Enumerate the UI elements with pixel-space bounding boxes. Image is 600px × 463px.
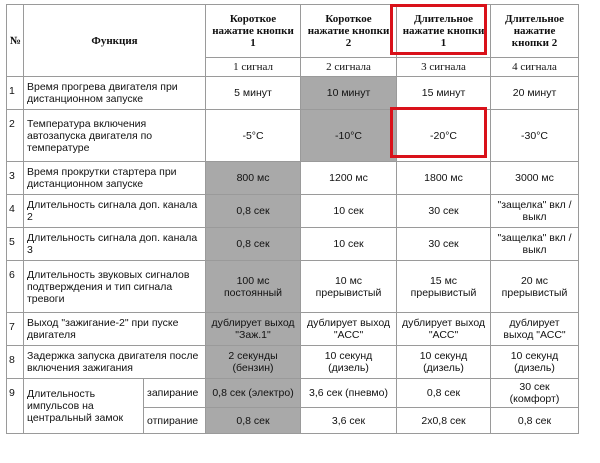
row-label: Задержка запуска двигателя после включения зажигания	[24, 346, 206, 379]
cell-value: -5°C	[206, 110, 301, 162]
cell-value: 1800 мс	[397, 162, 491, 195]
row-number: 1	[7, 77, 24, 110]
row-number: 8	[7, 346, 24, 379]
cell-value: 0,8 сек	[397, 379, 491, 408]
signal-count-2: 2 сигнала	[301, 58, 397, 77]
cell-value: 10 секунд (дизель)	[491, 346, 579, 379]
signal-count-3: 3 сигнала	[397, 58, 491, 77]
cell-value: дублирует выход "АСС"	[397, 313, 491, 346]
cell-value: 10 секунд (дизель)	[301, 346, 397, 379]
cell-value: 1200 мс	[301, 162, 397, 195]
table-row	[7, 228, 579, 261]
row-number: 4	[7, 195, 24, 228]
row-label: Время прокрутки стартера при дистанционном запуске	[24, 162, 206, 195]
cell-value-default: 0,8 сек (электро)	[206, 379, 301, 408]
table-row	[7, 77, 579, 110]
row-label: Длительность сигнала доп. канала 3	[24, 228, 206, 261]
header-long-press-2: Длительное нажатие кнопки 2	[491, 5, 579, 58]
cell-value-default: 100 мс постоянный	[206, 261, 301, 313]
table-row	[7, 162, 579, 195]
row-number: 3	[7, 162, 24, 195]
cell-value-default: 0,8 сек	[206, 408, 301, 434]
sub-row-label-lock: запирание	[144, 379, 206, 408]
row-label: Время прогрева двигателя при дистанционном запуске	[24, 77, 206, 110]
cell-value: 5 минут	[206, 77, 301, 110]
cell-value: 10 мс прерывистый	[301, 261, 397, 313]
cell-value: 30 сек	[397, 195, 491, 228]
cell-value: 15 мс прерывистый	[397, 261, 491, 313]
cell-value: дублирует выход "АСС"	[491, 313, 579, 346]
cell-value: 3,6 сек	[301, 408, 397, 434]
cell-value: 3,6 сек (пневмо)	[301, 379, 397, 408]
row-number: 7	[7, 313, 24, 346]
signal-count-4: 4 сигнала	[491, 58, 579, 77]
header-long-press-1: Длительное нажатие кнопки 1	[397, 5, 491, 58]
row-number: 2	[7, 110, 24, 162]
cell-value: 10 сек	[301, 228, 397, 261]
row-label: Длительность сигнала доп. канала 2	[24, 195, 206, 228]
row-label: Температура включения автозапуска двигателя по температуре	[24, 110, 206, 162]
cell-value-default: дублирует выход "Заж.1"	[206, 313, 301, 346]
cell-value: -30°C	[491, 110, 579, 162]
header-num: №	[7, 5, 24, 77]
cell-value: 30 сек	[397, 228, 491, 261]
row-label: Длительность звуковых сигналов подтверждения и тип сигнала тревоги	[24, 261, 206, 313]
table-row	[7, 110, 579, 162]
cell-value-default: 0,8 сек	[206, 195, 301, 228]
cell-value-default: 2 секунды (бензин)	[206, 346, 301, 379]
header-short-press-2: Короткое нажатие кнопки 2	[301, 5, 397, 58]
cell-value: 20 мс прерывистый	[491, 261, 579, 313]
cell-value-default: -10°C	[301, 110, 397, 162]
cell-value-default: 800 мс	[206, 162, 301, 195]
header-short-press-1: Короткое нажатие кнопки 1	[206, 5, 301, 58]
cell-value-default: 10 минут	[301, 77, 397, 110]
row-number: 6	[7, 261, 24, 313]
sub-row-label-unlock: отпирание	[144, 408, 206, 434]
cell-value: 3000 мс	[491, 162, 579, 195]
cell-value: 10 сек	[301, 195, 397, 228]
table-row	[7, 379, 579, 408]
row-number: 5	[7, 228, 24, 261]
table-row	[7, 195, 579, 228]
cell-value-highlighted: -20°C	[397, 110, 491, 162]
row-label: Выход "зажигание-2" при пуске двигателя	[24, 313, 206, 346]
cell-value-default: 0,8 сек	[206, 228, 301, 261]
cell-value: "защелка" вкл / выкл	[491, 228, 579, 261]
table-row	[7, 313, 579, 346]
cell-value: 0,8 сек	[491, 408, 579, 434]
cell-value: "защелка" вкл / выкл	[491, 195, 579, 228]
cell-value: 20 минут	[491, 77, 579, 110]
table-row	[7, 261, 579, 313]
header-function: Функция	[24, 5, 206, 77]
row-label: Длительность импульсов на центральный замок	[24, 379, 144, 434]
cell-value: дублирует выход "АСС"	[301, 313, 397, 346]
cell-value: 30 сек (комфорт)	[491, 379, 579, 408]
settings-table	[6, 4, 579, 434]
cell-value: 15 минут	[397, 77, 491, 110]
cell-value: 2х0,8 сек	[397, 408, 491, 434]
row-number: 9	[7, 379, 24, 434]
cell-value: 10 секунд (дизель)	[397, 346, 491, 379]
table-row	[7, 346, 579, 379]
signal-count-1: 1 сигнал	[206, 58, 301, 77]
